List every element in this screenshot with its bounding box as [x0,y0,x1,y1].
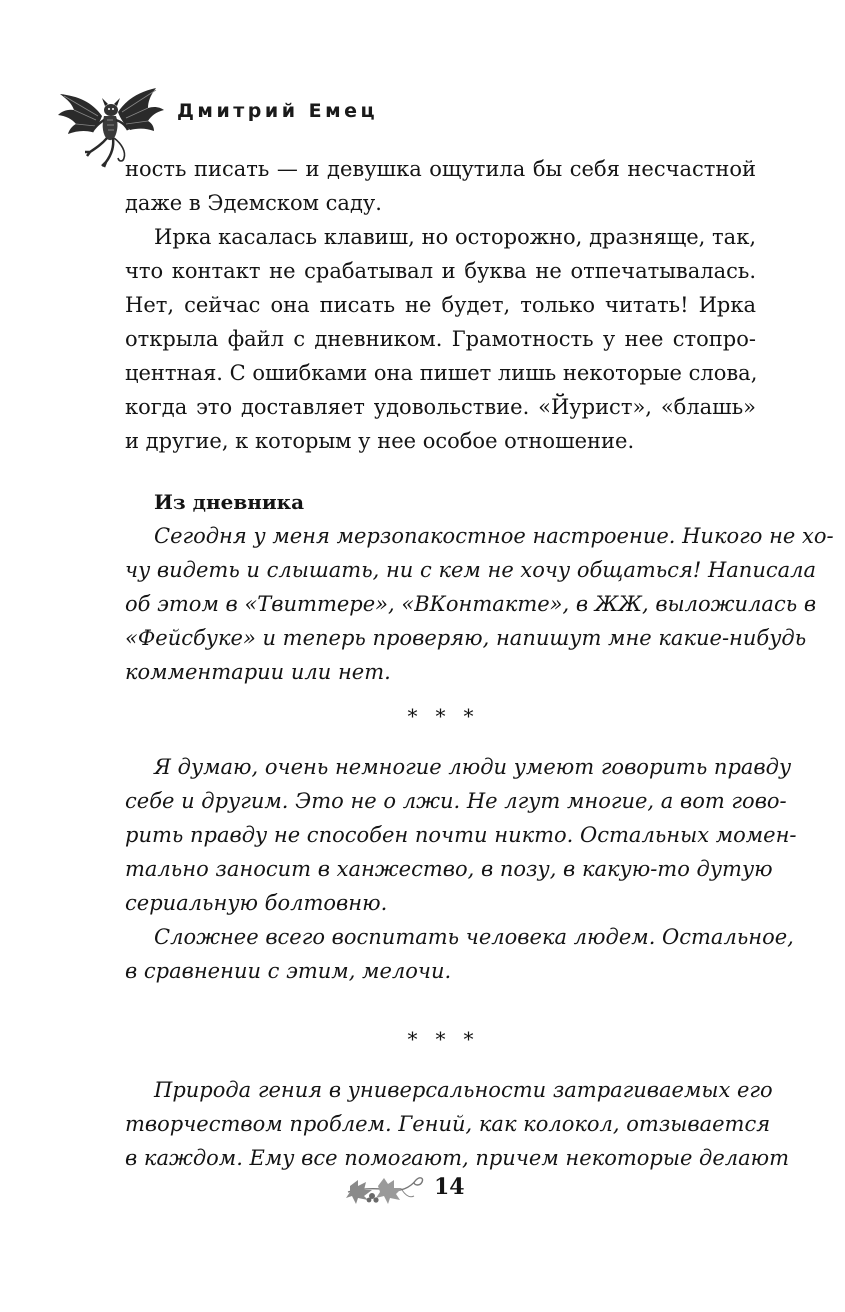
text-line: что контакт не срабатывал и буква не отпечатывалась. [125,259,756,283]
section-separator: * * * [407,1027,474,1051]
text-line: себе и другим. Это не о лжи. Не лгут многие, а вот гово- [125,789,787,813]
text-line: в каждом. Ему все помогают, причем некоторые делают [125,1146,790,1170]
text-line: «Фейсбуке» и теперь проверяю, напишут мне какие-нибудь [125,626,807,650]
page-number: 14 [434,1174,465,1200]
main-text [125,152,834,1175]
author-name: Дмитрий Емец [177,100,379,122]
text-line: творчеством проблем. Гений, как колокол, отзывается [125,1112,771,1136]
text-line: Нет, сейчас она писать не будет, только читать! Ирка [125,293,756,317]
text-line: рить правду не способен почти никто. Остальных момен- [125,823,797,847]
text-line: открыла файл с дневником. Грамотность у нее стопро- [125,327,756,351]
text-line: Природа гения в универсальности затрагиваемых его [154,1078,773,1102]
text-line: тально заносит в ханжество, в позу, в какую-то дутую [125,857,773,881]
text-line: Ирка касалась клавиш, но осторожно, дразняще, так, [154,225,756,249]
text-line: Я думаю, очень немногие люди умеют говорить правду [154,755,792,779]
text-line: чу видеть и слышать, ни с кем не хочу общаться! Написала [125,558,817,582]
text-line: в сравнении с этим, мелочи. [125,959,452,983]
text-line: центная. С ошибками она пишет лишь некоторые слова, [125,361,758,385]
text-line: комментарии или нет. [125,660,391,684]
text-line: об этом в «Твиттере», «ВКонтакте», в ЖЖ, выложилась в [125,592,817,616]
text-line: ность писать — и девушка ощутила бы себя несчастной [125,157,756,181]
section-separator: * * * [407,704,474,728]
page-footer [344,1160,504,1214]
text-line: Сегодня у меня мерзопакостное настроение. Никого не хо- [154,524,834,548]
diary-heading: Из дневника [154,490,305,514]
text-line: даже в Эдемском саду. [125,191,382,215]
text-line: сериальную болтовню. [125,891,388,915]
text-line: Сложнее всего воспитать человека людем. Остальное, [154,925,794,949]
holly-sprig-icon [344,1166,426,1210]
text-line: когда это доставляет удовольствие. «Йурист», «блашь» [125,395,756,419]
text-line: и другие, к которым у нее особое отношение. [125,429,635,453]
